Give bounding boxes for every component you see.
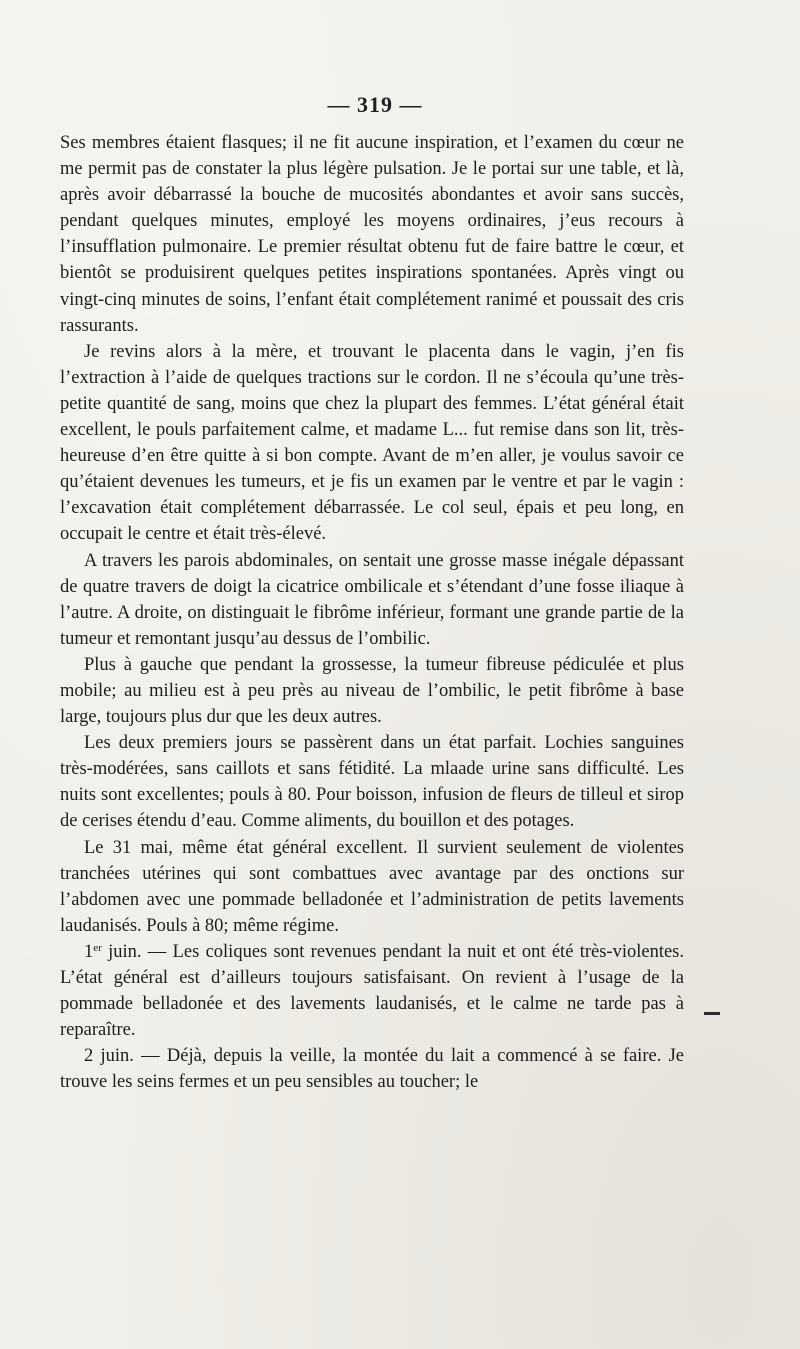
paragraph-5: Les deux premiers jours se passèrent dans un état parfait. Lochies sanguines très-modérées, sans caillots et sans fétidité. La mlaade urine sans difficulté. Les nuits sont excellentes; pouls à 80. Pour boisson, infusion de fleurs de tilleul et sirop de cerises étendu d’eau. Comme aliments, du bouillon et des potages.: [60, 733, 684, 832]
page-number: — 319 —: [327, 92, 423, 117]
paragraph-8: 2 juin. — Déjà, depuis la veille, la montée du lait a commencé à se faire. Je trouve les seins fermes et un peu sensibles au toucher; le: [60, 1046, 684, 1093]
paragraph-7-text: juin. — Les coliques sont revenues pendant la nuit et ont été très-violentes. L’état général est d’ailleurs toujours satisfaisant. On revient à l’usage de la pommade belladonée et des lavements laudanisés, et le calme ne tarde pas à reparaître.: [60, 941, 684, 1041]
paragraph-7: [60, 939, 684, 1043]
paragraph-4: Plus à gauche que pendant la grossesse, la tumeur fibreuse pédiculée et plus mobile; au milieu est à peu près au niveau de l’ombilic, le petit fibrôme à base large, toujours plus dur que les deux autres.: [60, 654, 684, 728]
paragraph-6: Le 31 mai, même état général excellent. Il survient seulement de violentes tranchées utérines qui sont combattues avec avantage par des onctions sur l’abdomen avec une pommade belladonée et l’administration de petits lavements laudanisés. Pouls à 80; même régime.: [60, 837, 684, 936]
paragraph-1: Ses membres étaient flasques; il ne fit aucune inspiration, et l’examen du cœur ne me permit pas de constater la plus légère pulsation. Je le portai sur une table, et là, après avoir débarrassé la bouche de mucosités abondantes et avoir sans succès, pendant quelques minutes, employé les moyens ordinaires, j’eus recours à l’insufflation pulmonaire. Le premier résultat obtenu fut de faire battre le cœur, et bientôt se produisirent quelques petites inspirations spontanées. Après vingt ou vingt-cinq minutes de soins, l’enfant était complétement ranimé et poussait des cris rassurants.: [60, 133, 684, 336]
date-ordinal: er: [93, 941, 102, 954]
paragraph-2: Je revins alors à la mère, et trouvant le placenta dans le vagin, j’en fis l’extraction à l’aide de quelques tractions sur le cordon. Il ne s’écoula qu’une très-petite quantité de sang, moins que chez la plupart des femmes. L’état général était excellent, le pouls parfaitement calme, et madame L... fut remise dans son lit, très-heureuse d’en être quitte à si bon compte. Avant de m’en aller, je voulus savoir ce qu’étaient devenues les tumeurs, et je fis un examen par le ventre et par le vagin : l’excavation était complétement débarrassée. Le col seul, épais et peu long, en occupait le centre et était très-élevé.: [60, 341, 684, 545]
margin-dash-mark: [704, 1012, 720, 1015]
date-number: 1: [84, 941, 94, 962]
body-text: [60, 130, 684, 1095]
paragraph-3: A travers les parois abdominales, on sentait une grosse masse inégale dépassant de quatre travers de doigt la cicatrice ombilicale et s’étendant d’une fosse iliaque à l’autre. A droite, on distinguait le fibrôme inférieur, formant une grande partie de la tumeur et remontant jusqu’au dessus de l’ombilic.: [60, 550, 684, 649]
